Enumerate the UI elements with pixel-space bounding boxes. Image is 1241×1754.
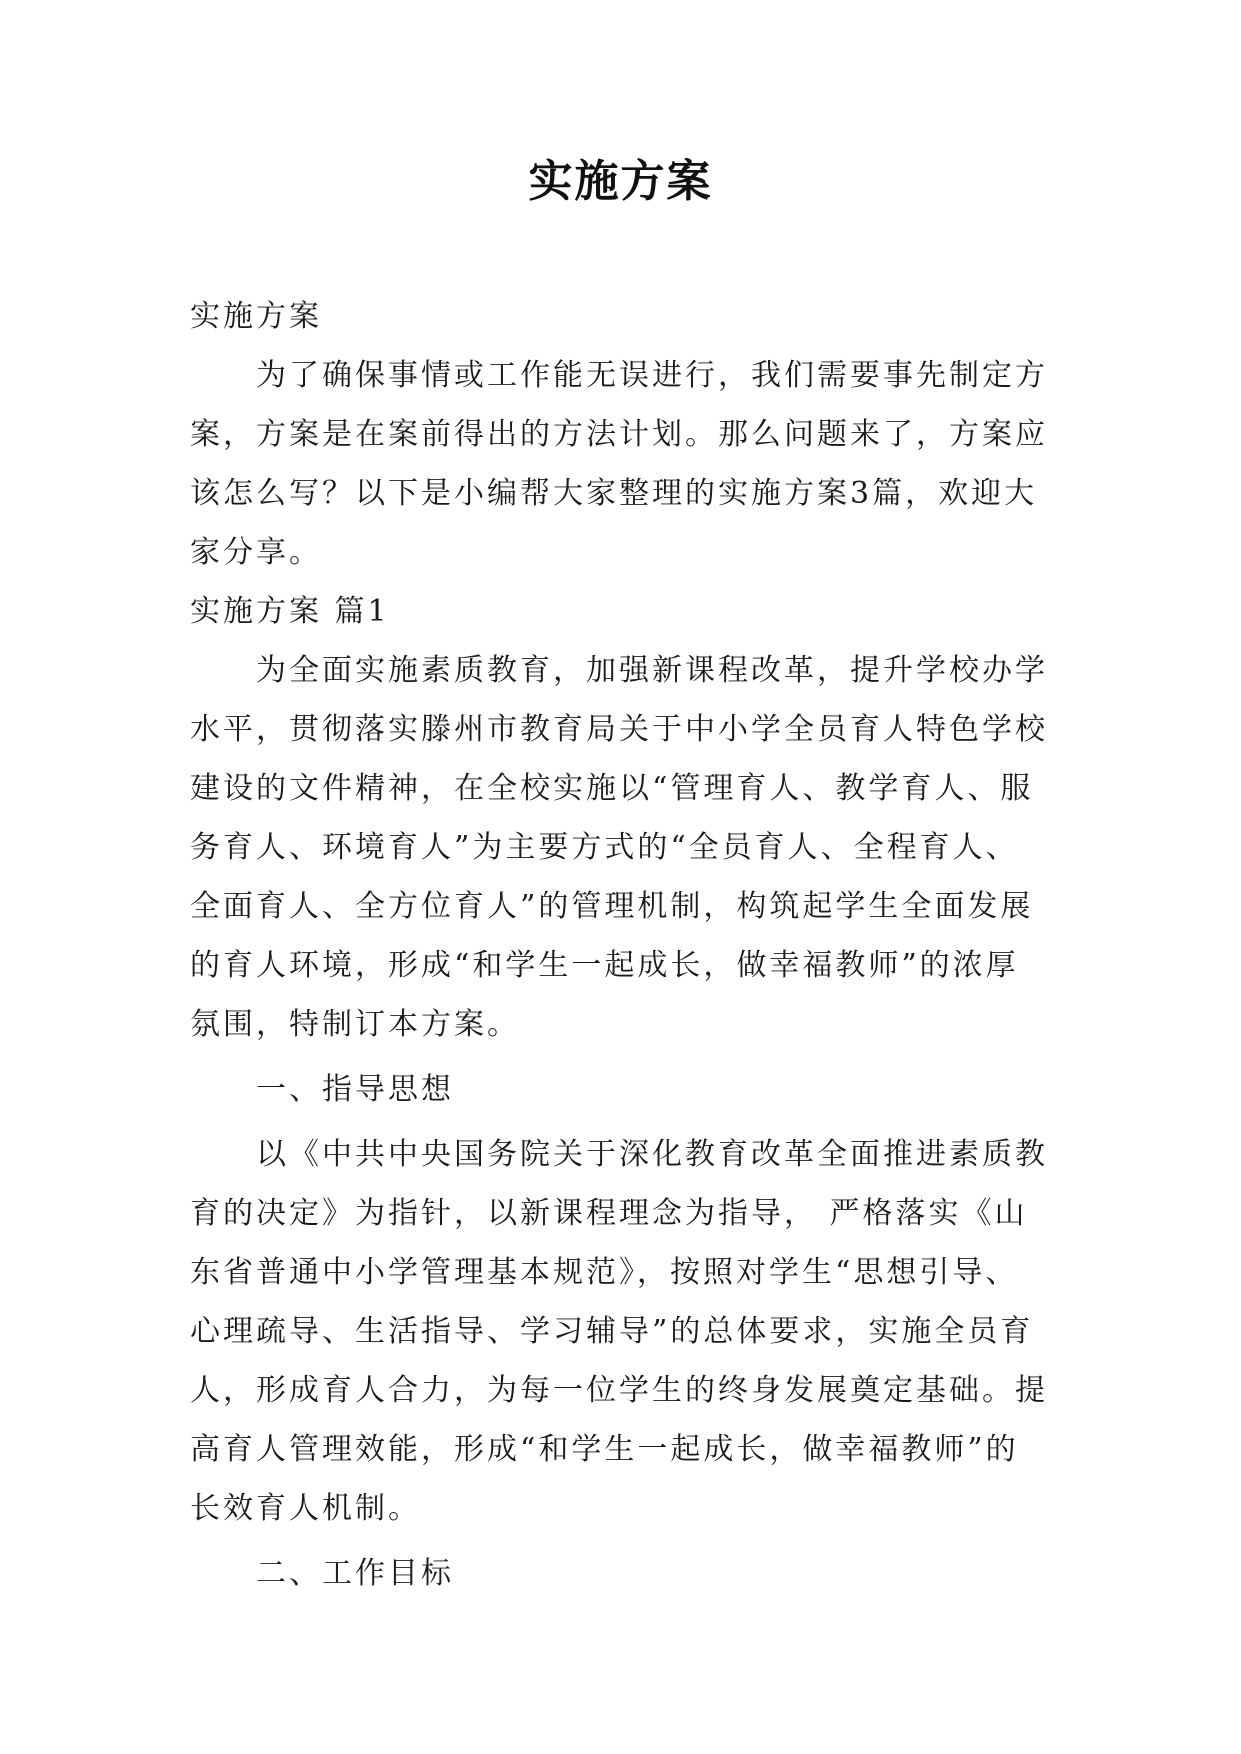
section-paragraph-1: 为全面实施素质教育，加强新课程改革，提升学校办学水平，贯彻落实滕州市教育局关于中小学全员育人特色学校建设的文件精神，在全校实施以“管理育人、教学育人、服务育人、环境育人”为主要方式的“全员育人、全程育人、全面育人、全方位育人”的管理机制，构筑起学生全面发展的育人环境，形成“和学生一起成长，做幸福教师”的浓厚氛围，特制订本方案。	[190, 653, 1048, 1042]
intro-paragraph: 为了确保事情或工作能无误进行，我们需要事先制定方案，方案是在案前得出的方法计划。那么问题来了，方案应该怎么写？以下是小编帮大家整理的实施方案3篇，欢迎大家分享。	[190, 358, 1048, 570]
document-body	[190, 287, 1050, 1603]
guiding-paragraph: 以《中共中央国务院关于深化教育改革全面推进素质教育的决定》为指针，以新课程理念为指导， 严格落实《山东省普通中小学管理基本规范》，按照对学生“思想引导、心理疏导、生活指导、学习辅导”的总体要求，实施全员育人，形成育人合力，为每一位学生的终身发展奠定基础。提高育人管理效能，形成“和学生一起成长，做幸福教师”的长效育人机制。	[190, 1137, 1048, 1526]
heading-work-goals: 二、工作目标	[256, 1556, 454, 1591]
page-title: 实施方案	[528, 156, 713, 207]
heading-guiding-ideology: 一、指导思想	[256, 1072, 454, 1107]
section-title: 实施方案 篇1	[190, 594, 390, 629]
document-subtitle: 实施方案	[190, 299, 322, 334]
